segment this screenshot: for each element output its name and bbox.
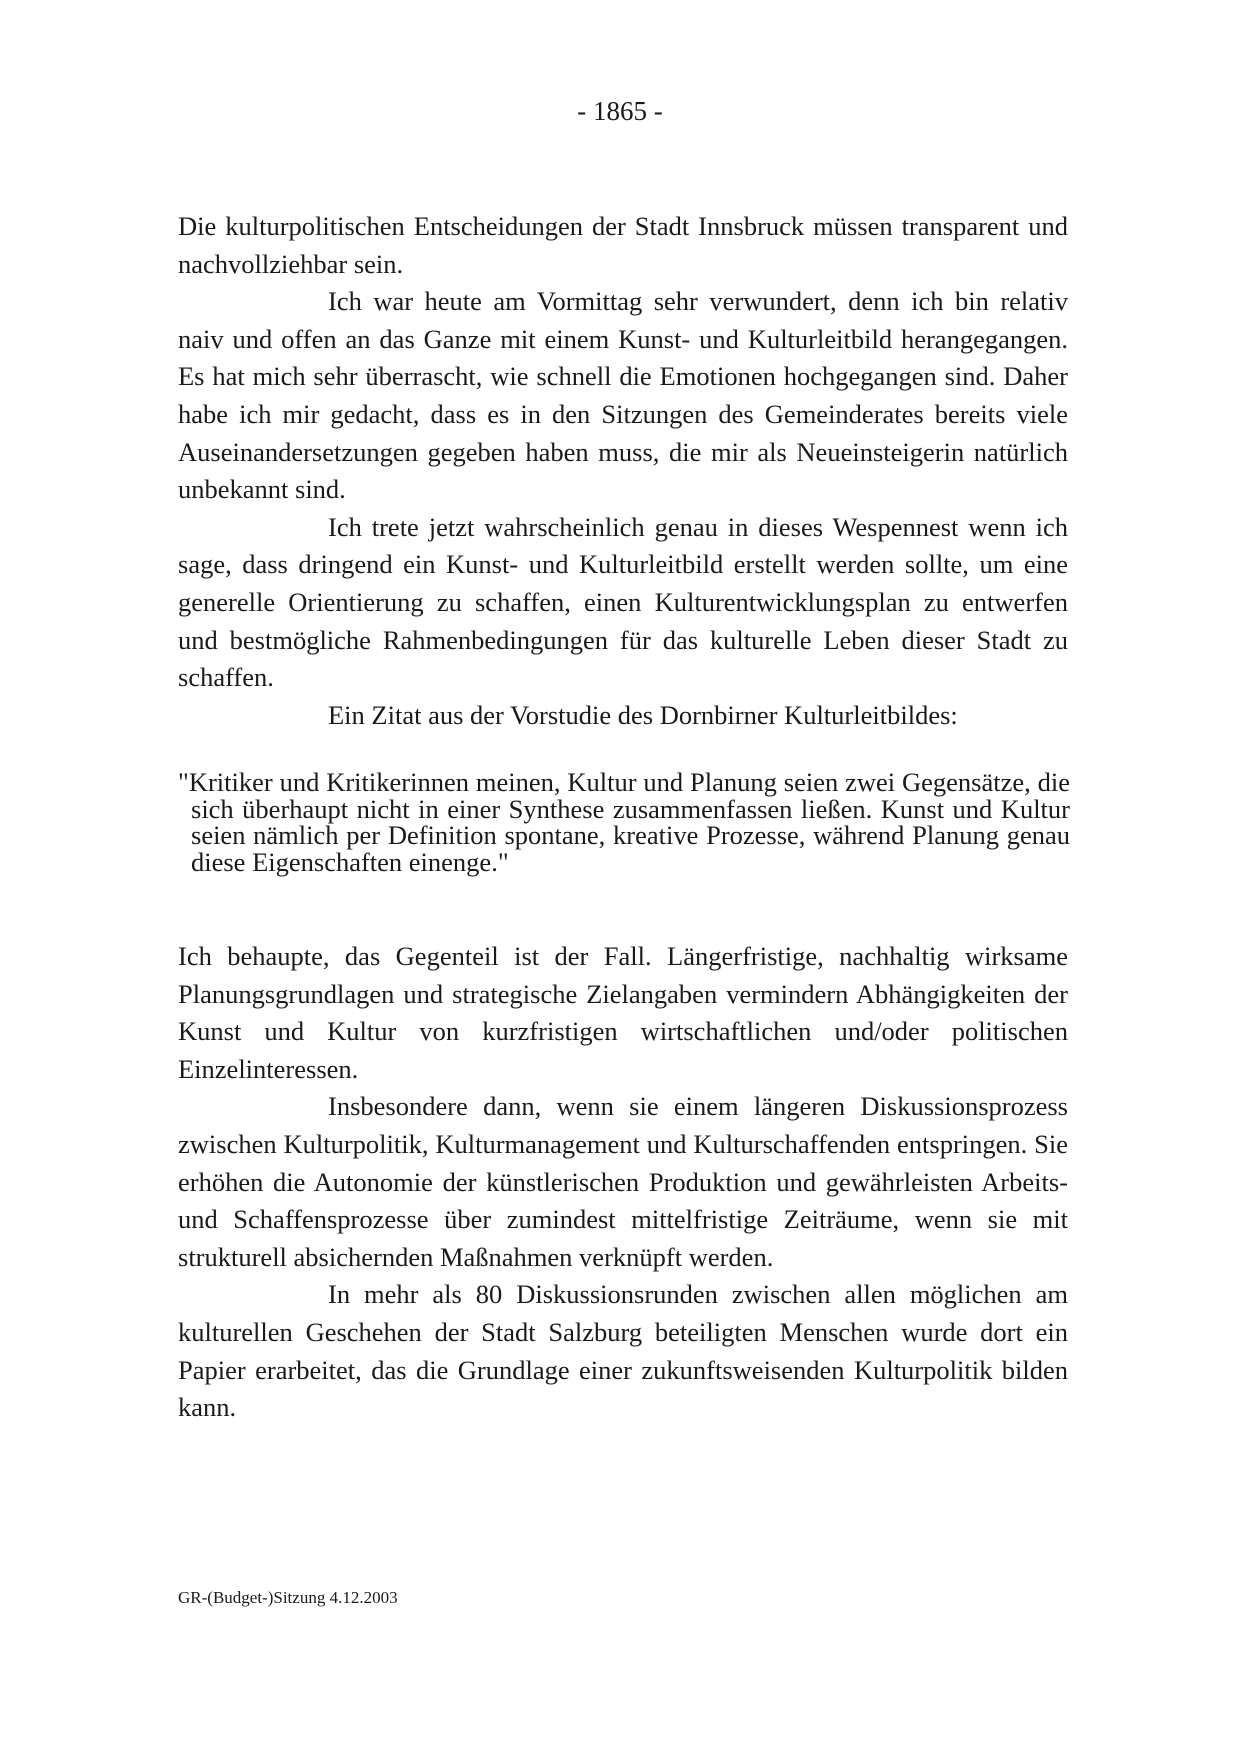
paragraph: In mehr als 80 Diskussionsrunden zwischen allen möglichen am kulturellen Geschehen der Stadt Salzburg beteiligten Menschen wurde dort ein Papier erarbeitet, das die Grundlage einer zukunftsweisenden Kulturpolitik bilden kann.: [178, 1279, 1068, 1423]
paragraph: Insbesondere dann, wenn sie einem längeren Diskussionsprozess zwischen Kulturpolitik, Kulturmanagement und Kulturschaffenden entspringen. Sie erhöhen die Autonomie der künstlerischen Produktion und gewährleisten Arbeits- und Schaffensprozesse über zumindest mittelfristige Zeiträume, wenn sie mit strukturell absichernden Maßnahmen verknüpft werden.: [178, 1091, 1068, 1272]
page-footer: GR-(Budget-)Sitzung 4.12.2003: [178, 1588, 398, 1607]
paragraph: Ich trete jetzt wahrscheinlich genau in dieses Wespennest wenn ich sage, dass dringend ein Kunst- und Kulturleitbild erstellt werden sollte, um eine generelle Orientierung zu schaffen, einen Kulturentwicklungsplan zu entwerfen und bestmögliche Rahmenbedingungen für das kulturelle Leben dieser Stadt zu schaffen.: [178, 511, 1068, 693]
paragraph: Ich behaupte, das Gegenteil ist der Fall. Längerfristige, nachhaltig wirksame Planungsgrundlagen und strategische Zielangaben vermindern Abhängigkeiten der Kunst und Kultur von kurzfristigen wirtschaftlichen und/oder politischen Einzelinteressen.: [178, 941, 1068, 1084]
paragraph: Die kulturpolitischen Entscheidungen der Stadt Innsbruck müssen transparent und nachvollziehbar sein.: [178, 211, 1068, 279]
paragraph-quote-intro: Ein Zitat aus der Vorstudie des Dornbirner Kulturleitbildes:: [328, 699, 958, 730]
block-quote: "Kritiker und Kritikerinnen meinen, Kultur und Planung seien zwei Gegensätze, die sich überhaupt nicht in einer Synthese zusammenfassen ließen. Kunst und Kultur seien nämlich per Definition spontane, kreative Prozesse, während Planung genau diese Eigenschaften einenge.": [178, 767, 1070, 877]
body-section-1: [178, 208, 1068, 734]
paragraph: Ich war heute am Vormittag sehr verwundert, denn ich bin relativ naiv und offen an das Ganze mit einem Kunst- und Kulturleitbild herangegangen. Es hat mich sehr überrascht, wie schnell die Emotionen hochgegangen sind. Daher habe ich mir gedacht, dass es in den Sitzungen des Gemeinderates bereits viele Auseinandersetzungen gegeben haben muss, die mir als Neueinsteigerin natürlich unbekannt sind.: [178, 286, 1068, 505]
body-section-2: [178, 938, 1068, 1427]
page-number: - 1865 -: [577, 96, 663, 126]
